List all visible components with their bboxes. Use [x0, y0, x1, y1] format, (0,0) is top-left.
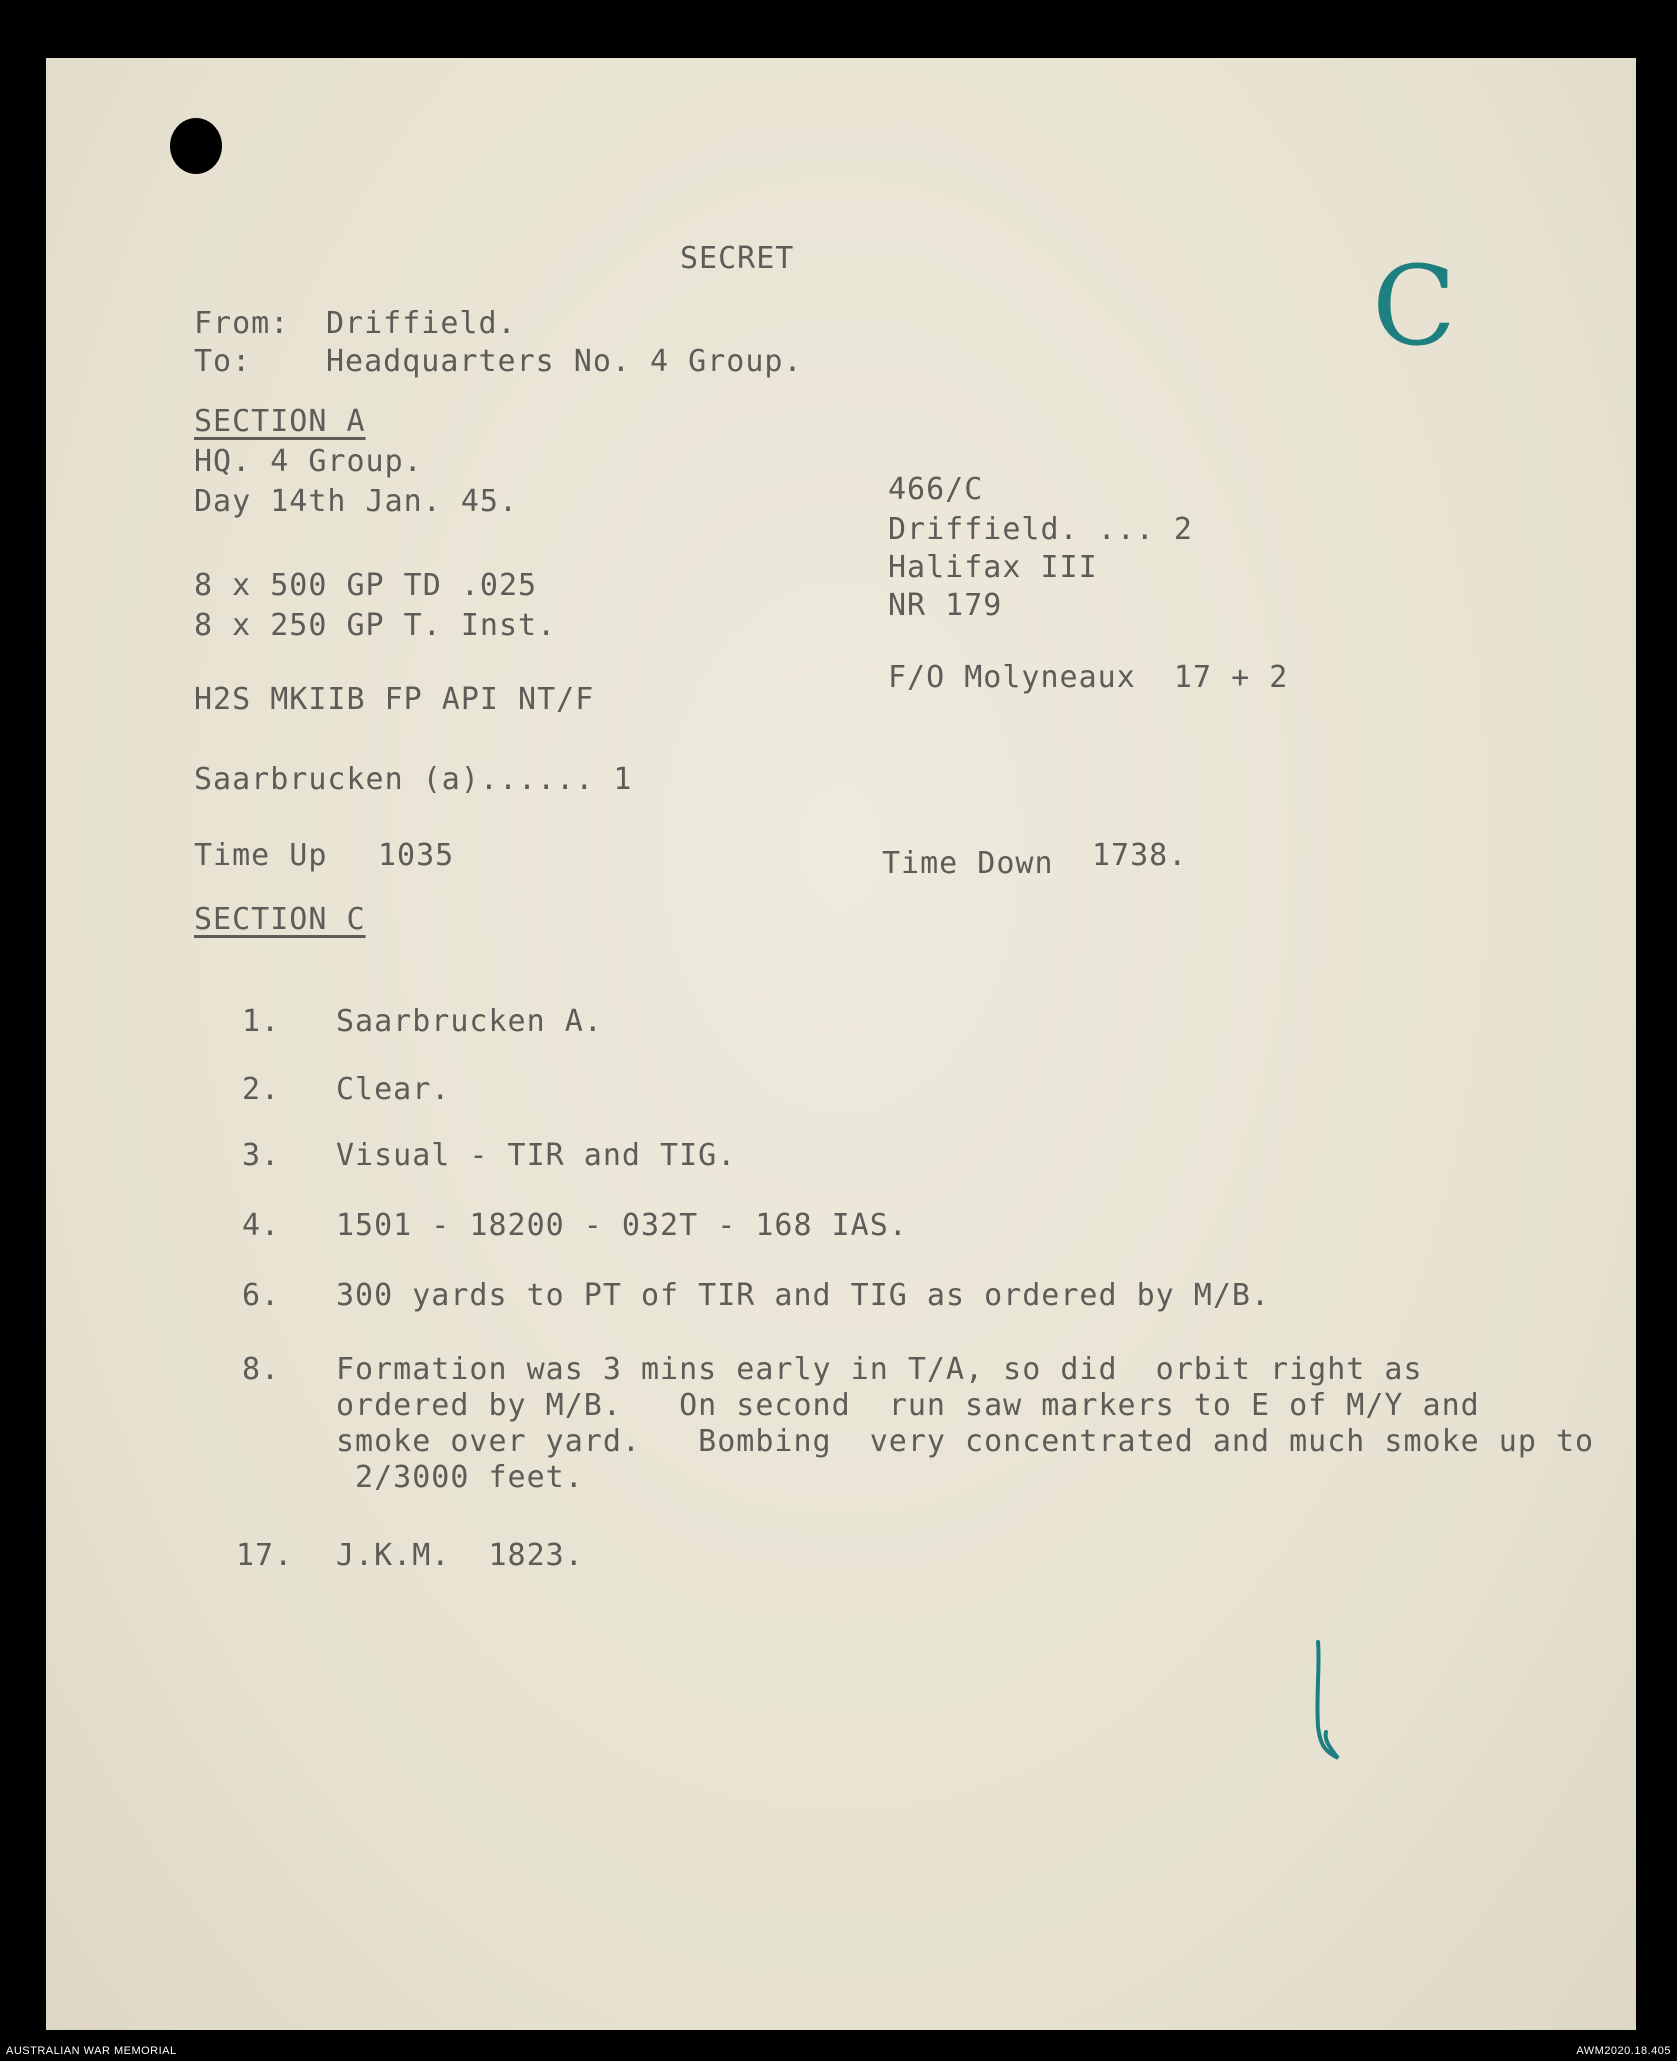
item-number: 3.: [242, 1138, 281, 1173]
item-text-line: smoke over yard. Bombing very concentrated and much smoke up to: [336, 1424, 1595, 1459]
item-text: 300 yards to PT of TIR and TIG as ordered by M/B.: [336, 1278, 1271, 1313]
item-number: 6.: [242, 1278, 281, 1313]
bomb-load-line: 8 x 500 GP TD .025: [194, 568, 538, 603]
to-label: To:: [194, 344, 252, 379]
item-text: J.K.M. 1823.: [336, 1538, 584, 1573]
item-text-line: ordered by M/B. On second run saw markers to E of M/Y and: [336, 1388, 1480, 1423]
handwritten-mark: [1282, 1636, 1362, 1766]
item-number: 4.: [242, 1208, 281, 1243]
equipment-line: H2S MKIIB FP API NT/F: [194, 682, 595, 717]
document-page: [46, 58, 1636, 2030]
item-text: Visual - TIR and TIG.: [336, 1138, 737, 1173]
section-a-right-line: NR 179: [888, 588, 1003, 623]
item-number: 8.: [242, 1352, 281, 1387]
punch-hole: [170, 118, 222, 174]
item-text-line: Formation was 3 mins early in T/A, so did orbit right as: [336, 1352, 1423, 1387]
pilot-line: F/O Molyneaux 17 + 2: [888, 660, 1289, 695]
time-up-value: 1035: [378, 838, 455, 873]
section-a-right-line: 466/C: [888, 472, 984, 507]
from-value: Driffield.: [326, 306, 517, 341]
item-text: Clear.: [336, 1072, 451, 1107]
time-down-label: Time Down: [882, 846, 1054, 881]
item-text: Saarbrucken A.: [336, 1004, 603, 1039]
footer-credit: AUSTRALIAN WAR MEMORIAL: [6, 2045, 177, 2057]
section-a-left-line: Day 14th Jan. 45.: [194, 484, 519, 519]
bomb-load-line: 8 x 250 GP T. Inst.: [194, 608, 557, 643]
item-text: 1501 - 18200 - 032T - 168 IAS.: [336, 1208, 908, 1243]
item-number: 17.: [236, 1538, 294, 1573]
section-a-title: SECTION A: [194, 404, 366, 439]
section-c-title: SECTION C: [194, 902, 366, 937]
to-value: Headquarters No. 4 Group.: [326, 344, 803, 379]
footer-reference: AWM2020.18.405: [1576, 2045, 1671, 2057]
item-text-line: 2/3000 feet.: [336, 1460, 584, 1495]
section-a-right-line: Driffield. ... 2: [888, 512, 1193, 547]
classification-heading: SECRET: [680, 241, 795, 276]
section-a-right-line: Halifax III: [888, 550, 1098, 585]
time-down-value: 1738.: [1092, 838, 1188, 873]
section-a-left-line: HQ. 4 Group.: [194, 444, 423, 479]
item-number: 2.: [242, 1072, 281, 1107]
target-line: Saarbrucken (a)...... 1: [194, 762, 633, 797]
handwritten-c-annotation: C: [1372, 242, 1457, 370]
time-up-label: Time Up: [194, 838, 328, 873]
item-number: 1.: [242, 1004, 281, 1039]
from-label: From:: [194, 306, 290, 341]
